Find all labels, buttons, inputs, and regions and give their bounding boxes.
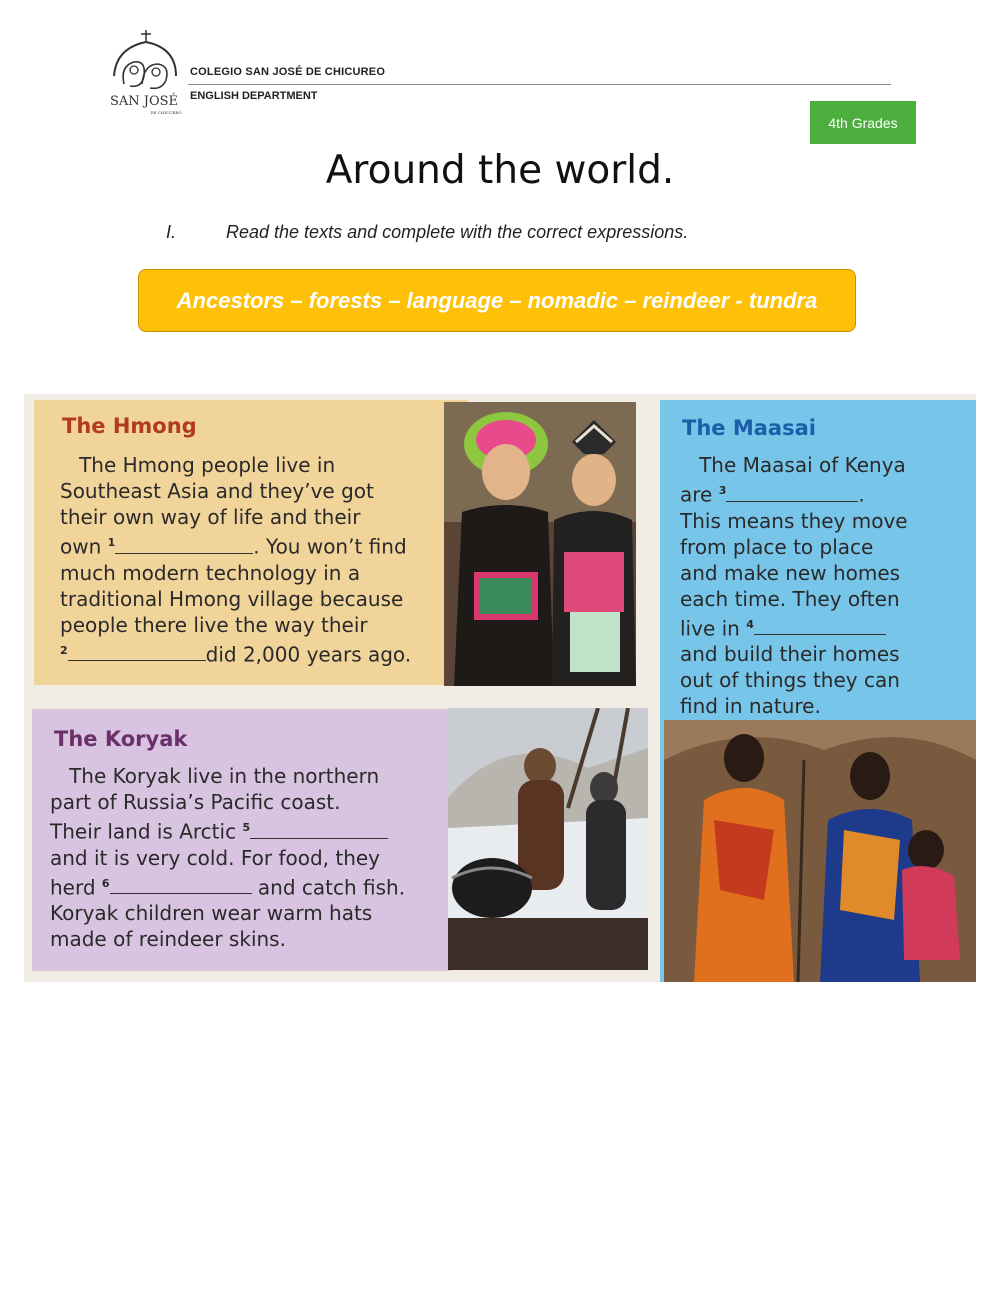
blank-2[interactable] bbox=[68, 642, 206, 661]
grade-badge: 4th Grades bbox=[810, 101, 916, 144]
hmong-photo bbox=[444, 402, 636, 686]
school-logo bbox=[106, 28, 182, 116]
department-name: ENGLISH DEPARTMENT bbox=[190, 90, 318, 102]
maasai-text: The Maasai of Kenya are $^3$ . This means they move from place to place and make new homes each time. They often live in $^4$ and build their homes out of things they can find in nature. bbox=[680, 453, 908, 719]
blank-5[interactable] bbox=[250, 820, 388, 839]
koryak-panel bbox=[32, 709, 452, 971]
koryak-heading: The Koryak bbox=[54, 727, 188, 751]
word-bank bbox=[138, 269, 856, 332]
blank-6[interactable] bbox=[110, 875, 252, 894]
blank-1[interactable] bbox=[115, 535, 253, 554]
hmong-text: The Hmong people live in Southeast Asia and they’ve got their own way of life and their own $^1$ . You won’t find much modern technology in a traditional Hmong village because people there live the way their $^2$ did 2,000 years ago. bbox=[60, 453, 412, 667]
koryak-text: The Koryak live in the northern part of Russia’s Pacific coast. Their land is Arctic $^5$ and it is very cold. For food, they herd $^6$ and catch fish. Koryak children wear warm hats made of reindeer skins. bbox=[50, 764, 406, 952]
instruction-number: I. bbox=[166, 222, 177, 242]
koryak-photo bbox=[448, 708, 648, 970]
textbook-image bbox=[24, 394, 976, 982]
hmong-panel bbox=[34, 400, 468, 685]
instruction-text: Read the texts and complete with the correct expressions. bbox=[226, 222, 689, 242]
header-divider bbox=[188, 84, 891, 85]
blank-4[interactable] bbox=[754, 616, 886, 635]
school-name: COLEGIO SAN JOSÉ DE CHICUREO bbox=[190, 66, 386, 78]
page-title: Around the world. bbox=[325, 148, 675, 193]
logo-text: SAN JOSÉ bbox=[109, 94, 179, 109]
word-bank-text: Ancestors – forests – language – nomadic – reindeer - tundra bbox=[176, 287, 818, 313]
logo-subtext: DE CHICUREO bbox=[150, 110, 182, 115]
hmong-heading: The Hmong bbox=[62, 414, 197, 438]
maasai-photo bbox=[664, 720, 976, 982]
maasai-heading: The Maasai bbox=[682, 416, 816, 440]
blank-3[interactable] bbox=[726, 483, 858, 502]
